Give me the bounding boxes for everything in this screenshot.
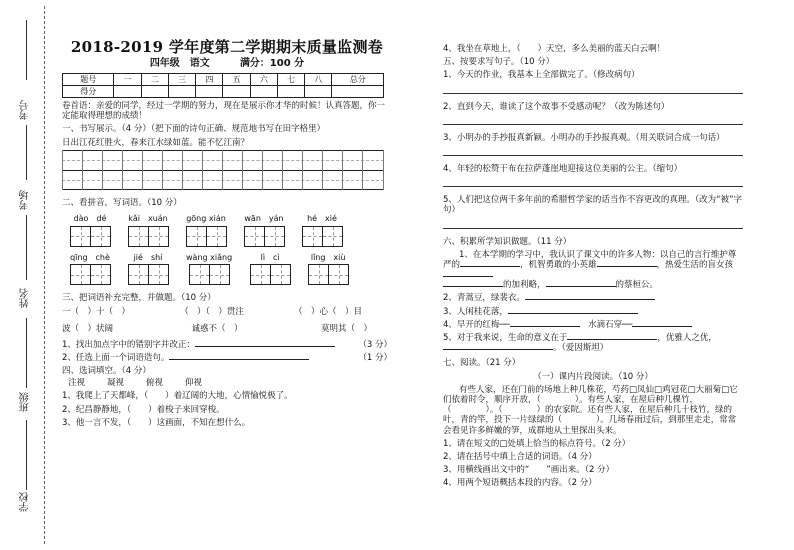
answer-line[interactable] (443, 84, 743, 94)
sec6-q4-text: 4、早开的红梅── (443, 319, 510, 330)
score-cell: 三 (168, 74, 195, 86)
binding-strip (0, 0, 52, 550)
class-label: 班级 (20, 392, 31, 412)
sec1-heading: 一、书写展示。（4 分）（把下面的诗句正确、规范地书写在田字格里） (62, 124, 326, 135)
score-input-cell[interactable] (114, 86, 141, 98)
idiom-blank[interactable]: 一（ ）十（ ） (62, 307, 131, 318)
pinyin-item (70, 253, 110, 286)
score-row-label: 得分 (63, 86, 114, 98)
pinyin-text: hé xié (307, 213, 337, 223)
char-box[interactable] (189, 264, 210, 285)
sec7-heading: 七、阅读。（21 分） (443, 358, 521, 369)
answer-blank[interactable] (195, 346, 335, 347)
pinyin-text: lì cì (260, 252, 280, 262)
sec4-item-2: 2、纪昌静静地，（ ）着梭子来回穿梭。 (62, 404, 225, 415)
sec1-poem: 日出江花红胜火，春来江水绿如蓝。能不忆江南？ (62, 137, 250, 148)
answer-line[interactable] (443, 219, 743, 229)
sec3-q1 (62, 340, 392, 350)
sec6-q5-text: ，优雅人之优， (657, 333, 717, 343)
answer-blank[interactable] (597, 266, 657, 267)
word-option: 仰视 (185, 378, 203, 389)
char-box[interactable] (186, 226, 207, 247)
exam-room-underline (26, 125, 27, 180)
answer-blank[interactable] (567, 339, 657, 340)
sec3-q2-score: （1 分） (358, 352, 392, 363)
sec7-item-2: 2、请在括号中填上合适的词语。（4 分） (443, 451, 597, 462)
sec5-item-5: 5、人们把这位两千多年前的希腊哲学家的话当作不容更改的真理。（改为“被”字句） (443, 195, 742, 216)
sec6-q5 (443, 333, 743, 353)
writing-grid[interactable] (62, 150, 384, 190)
score-input-cell[interactable] (305, 86, 332, 98)
sec6-q2-text: 2、青蒿豆，绿裴衣。 (443, 293, 525, 304)
sec6-q1-text: 的加利略， (503, 280, 546, 291)
score-cell: 八 (305, 74, 332, 86)
binding-line (44, 6, 45, 544)
pinyin-item (186, 253, 232, 286)
score-table-score-row (63, 86, 384, 98)
score-cell: 四 (196, 74, 223, 86)
sec6-q3-text: 3、人闲桂花落， (443, 306, 508, 317)
left-column (62, 0, 392, 428)
score-input-cell[interactable] (168, 86, 195, 98)
answer-blank[interactable] (632, 326, 692, 327)
sec6-q1-text: 1、在本学期的学习中，我认识了课文中的许多人物：以自己的言行维护尊严的 (443, 249, 737, 270)
char-box[interactable] (148, 226, 169, 247)
score-cell: 题号 (63, 74, 114, 86)
right-column (443, 0, 743, 488)
sec3-line-2 (62, 324, 392, 334)
exam-number-underline (26, 20, 27, 80)
pinyin-item (308, 253, 348, 286)
score-cell: 七 (277, 74, 304, 86)
score-cell: 五 (223, 74, 250, 86)
score-input-cell[interactable] (141, 86, 168, 98)
sec4-item-4: 4、我坐在草地上，（ ）天空，多么美丽的蓝天白云啊！ (443, 44, 666, 54)
pinyin-text: wàng xiǎng (186, 252, 233, 262)
char-box[interactable] (328, 264, 349, 285)
sec4-item-3: 3、他一言不发，（ ）这画面，不知在想什么。 (62, 417, 251, 428)
char-box[interactable] (70, 226, 91, 247)
char-box[interactable] (270, 264, 291, 285)
sec3-q1-text: 1、找出加点字中的错别字并改正： (62, 339, 195, 350)
sec6-heading: 六、积累所学知识做题。（11 分） (443, 236, 572, 247)
sec5-item-3: 3、小明办的手抄报真新颖。小明办的手抄报真观。（用关联词合成一句话） (443, 132, 725, 143)
score-table-header-row (63, 74, 384, 86)
sec5-item-2: 2、直到今天，谁读了这个故事不受感动呢？（改为陈述句） (443, 101, 670, 112)
class-underline (26, 318, 27, 388)
word-bank (62, 378, 392, 388)
pinyin-item (128, 214, 168, 247)
name-label: 姓名 (20, 288, 31, 308)
sec6-q5-text: 。（爱因斯坦） (553, 343, 609, 354)
school-underline (26, 420, 27, 490)
total-score: 满分：100 分 (239, 58, 305, 69)
answer-blank[interactable] (525, 299, 655, 300)
word-option: 凝视 (107, 378, 125, 389)
pinyin-text: gōng xián (186, 213, 226, 223)
char-box[interactable] (264, 226, 285, 247)
pinyin-text: dào dé (73, 213, 107, 223)
name-underline (26, 215, 27, 280)
score-cell: 六 (250, 74, 277, 86)
exam-room-label: 考场 (20, 190, 31, 210)
pinyin-row-1 (62, 214, 392, 247)
char-box[interactable] (250, 264, 271, 285)
sec6-q2 (443, 293, 743, 303)
sec4-heading: 四、选词填空。（4 分） (62, 366, 151, 377)
intro-text: 卷首语：亲爱的同学，经过一学期的努力，现在是展示你才华的时候！认真答题，你一定能取得理想的成绩！ (62, 101, 386, 122)
score-cell: 一 (114, 74, 141, 86)
sec3-heading: 三、把词语补充完整，并做题。（10 分） (62, 293, 216, 304)
pinyin-item (250, 253, 290, 286)
char-box[interactable] (148, 264, 169, 285)
sec2-heading: 二、看拼音，写词语。（10 分） (62, 197, 182, 208)
char-box[interactable] (308, 264, 329, 285)
idiom-blank[interactable]: 波（ ）状阔 (62, 323, 114, 334)
sec6-q1-text: ，机智勇敢的小英雄 (520, 259, 597, 270)
answer-line[interactable] (443, 146, 743, 156)
sec4-item-1: 1、我爬上了天都峰，（ ）着辽阔的大地，心情愉悦极了。 (62, 391, 293, 402)
sec6-q4 (443, 320, 743, 330)
exam-subheader (62, 58, 392, 70)
sec3-q2 (62, 353, 392, 363)
sec3-q2-text: 2、任选上面一个词语造句。 (62, 352, 170, 363)
answer-blank[interactable] (508, 313, 638, 314)
pinyin-item (244, 214, 284, 247)
sec5-item-1: 1、今天的作业，我基本上全部做完了。（修改病句） (443, 70, 640, 81)
pinyin-text: jié shí (133, 252, 163, 262)
char-box[interactable] (302, 226, 323, 247)
sec7-item-4: 4、用两个短语概括本段的内容。（2 分） (443, 478, 597, 489)
char-box[interactable] (244, 226, 265, 247)
answer-line[interactable] (443, 177, 743, 187)
char-box[interactable] (70, 264, 91, 285)
score-input-cell[interactable] (332, 86, 384, 98)
answer-blank[interactable] (443, 276, 493, 277)
exam-number-label: 考号 (20, 100, 31, 120)
sec5-item-4: 4、年轻的松赞干布在拉萨蓬崖地迎接这位美丽的公主。（缩句） (443, 163, 683, 174)
word-option: 俯视 (146, 378, 164, 389)
sec6-q4-text: 水滴石穿── (588, 319, 633, 330)
sec6-q1-text: 的蔡桓公。 (615, 280, 659, 291)
pinyin-item (302, 214, 342, 247)
sec7-subheading: （一）课内片段阅读。（10 分） (533, 371, 653, 382)
score-input-cell[interactable] (196, 86, 223, 98)
idiom-blank[interactable]: （ ）（ ）贯注 (180, 307, 244, 318)
idiom-blank[interactable]: 莫明其（ ） (320, 323, 372, 334)
pinyin-text: lǐng xiù (310, 252, 346, 262)
score-input-cell[interactable] (277, 86, 304, 98)
score-cell: 总分 (332, 74, 384, 86)
sec7-item-3: 3、用横线画出文中的“ ”画出来。（2 分） (443, 465, 615, 476)
sec6-q5-text: 5、对于我来说，生命的意义在于 (443, 333, 568, 343)
sec6-q3 (443, 307, 743, 317)
sec5-heading: 五、按要求写句子。（10 分） (443, 57, 555, 68)
idiom-blank[interactable]: （ ）心（ ）目 (293, 307, 362, 318)
sec3-line-1 (62, 307, 392, 317)
pinyin-item (186, 214, 226, 247)
char-box[interactable] (90, 264, 111, 285)
answer-blank[interactable] (546, 286, 616, 287)
char-box[interactable] (90, 226, 111, 247)
answer-blank[interactable] (460, 266, 520, 267)
sec7-item-1: 1、请在短文的□处填上恰当的标点符号。（2 分） (443, 438, 631, 449)
char-box[interactable] (209, 264, 230, 285)
sec6-q1 (443, 250, 743, 291)
pinyin-row-2 (62, 253, 392, 286)
answer-blank[interactable] (443, 349, 553, 350)
pinyin-item (128, 253, 168, 286)
char-box[interactable] (206, 226, 227, 247)
answer-blank[interactable] (510, 326, 580, 327)
school-label: 学校 (20, 492, 31, 512)
exam-title: 2018-2019 学年度第二学期期末质量监测卷 (70, 38, 384, 56)
char-box[interactable] (128, 226, 149, 247)
score-table (62, 73, 384, 98)
pinyin-text: wān yán (244, 213, 284, 223)
grade-subject: 四年级 语文 (149, 58, 210, 69)
answer-blank[interactable] (443, 286, 503, 287)
word-option: 注视 (68, 378, 86, 389)
score-input-cell[interactable] (223, 86, 250, 98)
sec3-q1-score: （3 分） (358, 339, 392, 350)
char-box[interactable] (128, 264, 149, 285)
idiom-blank[interactable]: 诚惑不（ ） (191, 323, 243, 334)
sec6-q1-text: ，热爱生活的盲女孩 (656, 259, 734, 270)
pinyin-text: qīng chè (70, 252, 110, 262)
char-box[interactable] (322, 226, 343, 247)
score-input-cell[interactable] (250, 86, 277, 98)
reading-passage: 有些人家，还在门前的场地上种几株花，芍药□凤仙□鸡冠花□大丽菊□它们依着时令，顺序开放，（ ）。有些人家，在屋后种几棵竹，（ ）。（ ）的农家院。还有些人家，在屋后种几十枝竹，绿的叶，青的竿，投下一片绿绿的（ ）。几场春雨过后，到那里走走，常常会看见许多鲜嫩的笋，成群地从土里探出头来。 (443, 384, 738, 436)
score-cell: 二 (141, 74, 168, 86)
answer-line[interactable] (443, 115, 743, 125)
pinyin-item (70, 214, 110, 247)
answer-blank[interactable] (169, 359, 309, 360)
pinyin-text: kǎi xuán (128, 213, 168, 223)
